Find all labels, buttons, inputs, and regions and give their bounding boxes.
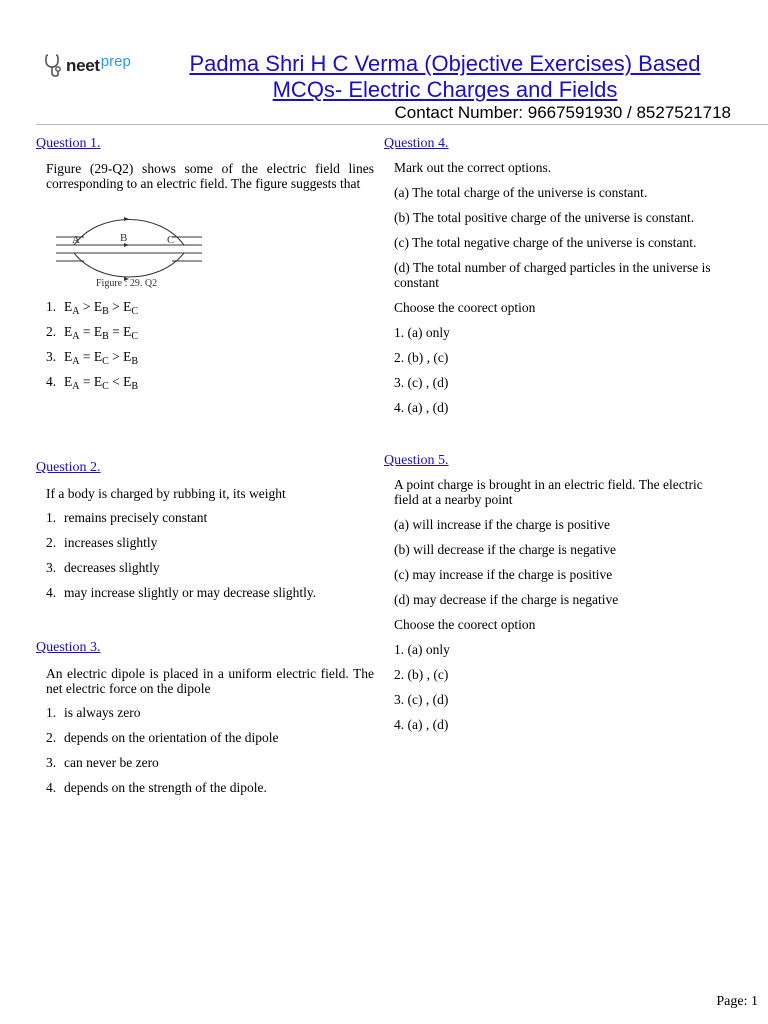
subscript: C [131, 331, 139, 342]
question-line: (a) The total charge of the universe is constant. [394, 185, 648, 200]
subscript: A [72, 356, 80, 367]
question-2 [36, 460, 374, 600]
answer-option[interactable] [46, 560, 374, 575]
answer-option[interactable] [46, 299, 374, 317]
subscript: A [72, 381, 80, 392]
answer-option[interactable]: 4. (a) , (d) [394, 717, 449, 732]
option-text-part: > E [79, 299, 103, 314]
question-line: (d) may decrease if the charge is negative [394, 592, 619, 607]
question-5-body [384, 477, 724, 732]
question-1-options [36, 299, 374, 392]
question-line: (b) will decrease if the charge is negative [394, 542, 617, 557]
option-number: 2. [46, 730, 57, 745]
subscript: C [102, 381, 109, 392]
answer-option[interactable] [46, 510, 374, 525]
option-text [64, 299, 139, 317]
option-text: may increase slightly or may decrease slightly. [64, 585, 317, 600]
option-text [64, 349, 139, 367]
option-text: remains precisely constant [64, 510, 208, 525]
option-text [64, 324, 139, 342]
answer-option[interactable]: 1. (a) only [394, 325, 450, 340]
option-text-part: E [64, 324, 73, 339]
logo-neet-text: neet [66, 56, 100, 75]
subscript: B [102, 331, 109, 342]
option-text-part: E [64, 349, 73, 364]
page-title[interactable] [150, 51, 740, 103]
option-number: 1. [46, 299, 57, 314]
question-line: Choose the coorect option [394, 300, 536, 315]
question-line: (c) may increase if the charge is positive [394, 567, 613, 582]
question-line: Choose the coorect option [394, 617, 536, 632]
logo-prep-text: prep [100, 52, 131, 70]
question-line: (d) The total number of charged particles in the universe is constant [394, 260, 711, 290]
answer-option[interactable] [46, 730, 374, 745]
question-1-text: Figure (29-Q2) shows some of the electric field lines corresponding to an electric field. The figure suggests that [46, 161, 374, 191]
question-2-heading[interactable]: Question 2. [36, 460, 101, 475]
subscript: C [131, 306, 139, 317]
answer-option[interactable]: 2. (b) , (c) [394, 350, 449, 365]
option-number: 4. [46, 374, 57, 389]
question-4-body [384, 160, 724, 415]
answer-option[interactable]: 3. (c) , (d) [394, 692, 449, 707]
question-2-text: If a body is charged by rubbing it, its weight [46, 486, 286, 501]
option-number: 2. [46, 324, 57, 339]
question-3-options [36, 705, 374, 795]
question-3-text: An electric dipole is placed in a uniform electric field. The net electric force on the dipole [46, 666, 374, 696]
question-5-heading[interactable]: Question 5. [384, 453, 449, 468]
option-text: is always zero [64, 705, 141, 720]
subscript: C [102, 356, 109, 367]
option-text: depends on the strength of the dipole. [64, 780, 267, 795]
option-text-part: > E [108, 299, 132, 314]
answer-option[interactable] [46, 324, 374, 342]
figure-label-c: C [167, 234, 175, 246]
answer-option[interactable]: 4. (a) , (d) [394, 400, 449, 415]
option-text-part: E [64, 374, 73, 389]
subscript: B [131, 381, 139, 392]
answer-option[interactable] [46, 349, 374, 367]
option-text-part: E [64, 299, 73, 314]
answer-option[interactable]: 3. (c) , (d) [394, 375, 449, 390]
option-number: 1. [46, 705, 57, 720]
question-line: (c) The total negative charge of the universe is constant. [394, 235, 697, 250]
figure-caption: Figure : 29. Q2 [96, 278, 158, 289]
option-number: 2. [46, 535, 57, 550]
question-line: A point charge is brought in an electric field. The electric field at a nearby point [394, 477, 703, 507]
option-text: depends on the orientation of the dipole [64, 730, 279, 745]
question-2-options [36, 510, 374, 600]
subscript: A [72, 331, 80, 342]
option-text-part: = E [79, 324, 103, 339]
answer-option[interactable] [46, 585, 374, 600]
question-4 [384, 136, 724, 415]
option-number: 1. [46, 510, 57, 525]
contact-number: Contact Number: 9667591930 / 8527521718 [394, 103, 731, 122]
question-3-heading[interactable]: Question 3. [36, 640, 101, 655]
answer-option[interactable] [46, 705, 374, 720]
option-text-part: < E [108, 374, 132, 389]
page-header [0, 0, 768, 126]
answer-option[interactable] [46, 755, 374, 770]
page-number: Page: 1 [716, 994, 758, 1009]
neetprep-logo [44, 52, 131, 80]
option-text-part: = E [79, 349, 103, 364]
option-text: decreases slightly [64, 560, 160, 575]
option-text [64, 374, 139, 392]
subscript: A [72, 306, 80, 317]
option-text: can never be zero [64, 755, 159, 770]
question-line: (b) The total positive charge of the universe is constant. [394, 210, 695, 225]
answer-option[interactable] [46, 535, 374, 550]
question-4-heading[interactable]: Question 4. [384, 136, 449, 151]
figure-label-a: A [72, 234, 80, 246]
answer-option[interactable] [46, 374, 374, 392]
option-number: 3. [46, 349, 57, 364]
question-1 [36, 136, 374, 392]
question-3 [36, 640, 374, 795]
option-text-part: = E [79, 374, 103, 389]
answer-option[interactable] [46, 780, 374, 795]
subscript: B [102, 306, 109, 317]
option-text: increases slightly [64, 535, 158, 550]
title-line-1[interactable]: Padma Shri H C Verma (Objective Exercises) Based [189, 51, 701, 76]
header-divider [36, 124, 768, 125]
option-number: 3. [46, 560, 57, 575]
question-line: (a) will increase if the charge is positive [394, 517, 611, 532]
answer-option[interactable]: 2. (b) , (c) [394, 667, 449, 682]
option-text-part: > E [108, 349, 132, 364]
question-1-heading[interactable]: Question 1. [36, 136, 101, 151]
option-number: 3. [46, 755, 57, 770]
figure-label-b: B [120, 232, 128, 244]
title-line-2[interactable]: MCQs- Electric Charges and Fields [272, 77, 618, 102]
subscript: B [131, 356, 139, 367]
option-number: 4. [46, 780, 57, 795]
electric-field-figure [54, 205, 214, 289]
option-text-part: = E [108, 324, 132, 339]
stethoscope-icon [44, 53, 64, 79]
option-number: 4. [46, 585, 57, 600]
answer-option[interactable]: 1. (a) only [394, 642, 450, 657]
question-5 [384, 453, 724, 732]
question-line: Mark out the correct options. [394, 160, 552, 175]
